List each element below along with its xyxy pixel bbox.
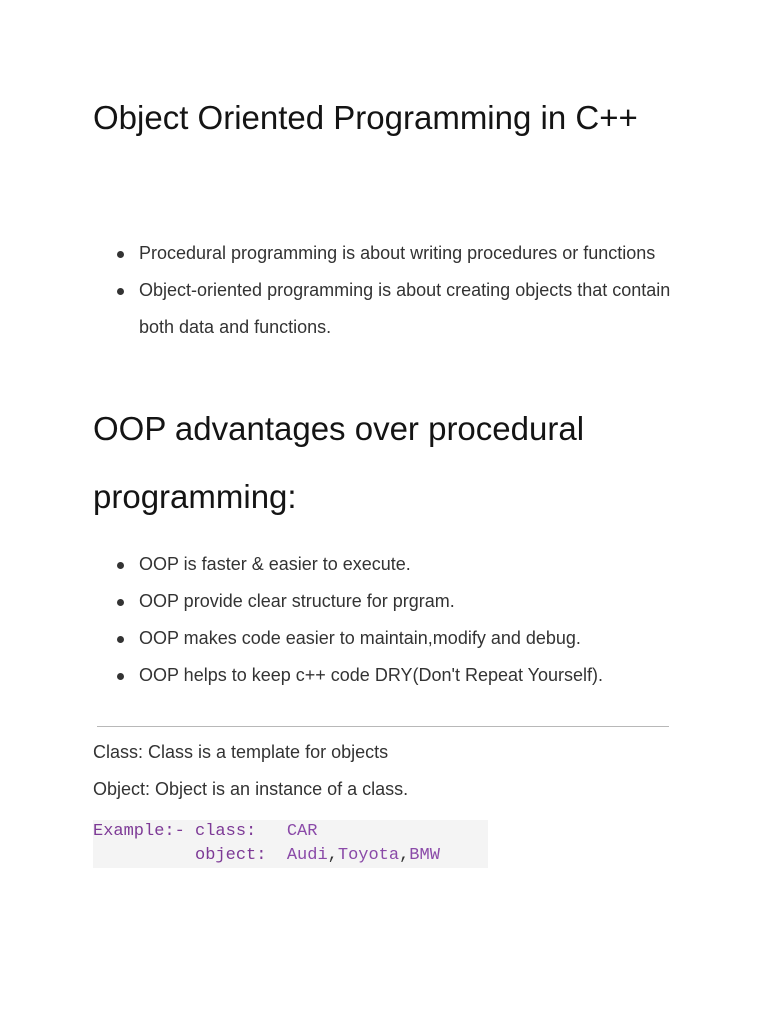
code-key-object: object: — [195, 846, 267, 865]
list-item — [93, 546, 683, 583]
list-item — [93, 583, 683, 620]
list-item — [93, 235, 683, 272]
code-line-object — [93, 844, 488, 868]
list-item-text: OOP provide clear structure for prgram. — [139, 591, 455, 611]
bullet-icon — [117, 562, 124, 569]
code-value-car: CAR — [286, 822, 318, 841]
list-item-text: Object-oriented programming is about creating objects that contain both data and functions. — [139, 280, 671, 337]
list-item — [93, 657, 683, 694]
bullet-icon — [117, 636, 124, 643]
code-key-class: class: — [195, 822, 257, 841]
bullet-icon — [117, 673, 124, 680]
code-example-block — [93, 820, 488, 868]
code-line-class — [93, 820, 488, 844]
list-item-text: OOP makes code easier to maintain,modify and debug. — [139, 628, 581, 648]
bullet-icon — [117, 599, 124, 606]
list-item-text: OOP is faster & easier to execute. — [139, 554, 411, 574]
horizontal-divider — [97, 726, 669, 727]
bullet-icon — [117, 288, 124, 295]
heading-oop-advantages: OOP advantages over procedural programming: — [93, 410, 585, 515]
code-separator: , — [327, 846, 338, 865]
code-separator: , — [399, 846, 410, 865]
list-item — [93, 620, 683, 657]
code-value-bmw: BMW — [409, 846, 440, 865]
list-item-text: Procedural programming is about writing procedures or functions — [139, 243, 656, 263]
list-item — [93, 272, 683, 346]
list-item-text: OOP helps to keep c++ code DRY(Don't Repeat Yourself). — [139, 665, 604, 685]
code-value-toyota: Toyota — [337, 846, 400, 865]
code-label: Example:- — [93, 822, 185, 841]
heading-oop-in-cpp: Object Oriented Programming in C++ — [93, 99, 638, 136]
bullet-icon — [117, 251, 124, 258]
class-definition: Class: Class is a template for objects — [93, 742, 389, 762]
oop-advantages-list — [93, 546, 683, 694]
procedural-vs-oop-list — [93, 235, 683, 346]
object-definition: Object: Object is an instance of a class. — [93, 779, 409, 799]
code-value-audi: Audi — [286, 846, 328, 865]
